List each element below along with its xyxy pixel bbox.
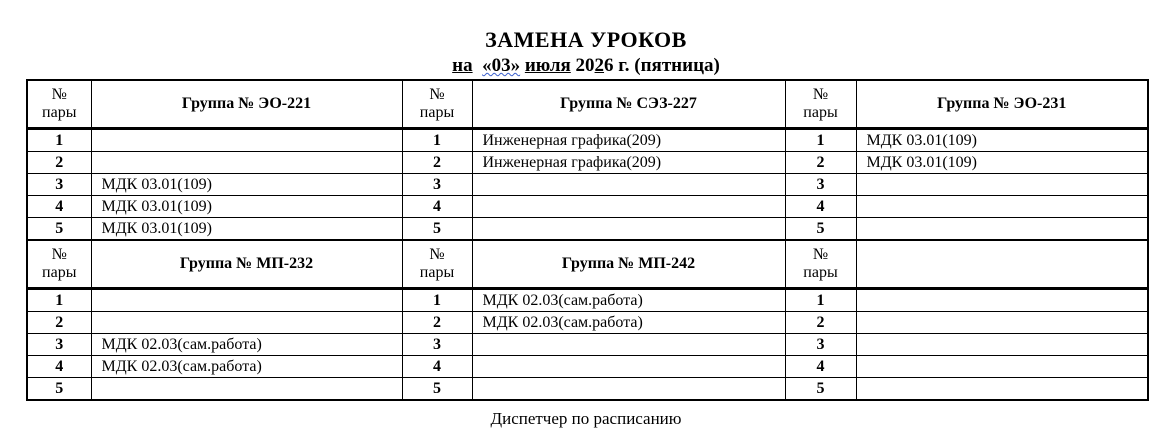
pair-word: пары [42, 264, 77, 281]
subject-cell: МДК 02.03(сам.работа) [91, 356, 402, 378]
subject-cell [472, 174, 785, 196]
pair-number: 1 [27, 129, 91, 152]
pair-number: 2 [402, 152, 472, 174]
subject-cell [91, 378, 402, 401]
subject-cell [856, 312, 1148, 334]
pair-number-sign: № [429, 246, 445, 263]
pair-word: пары [419, 264, 455, 281]
group-name: Группа № ЭО-231 [856, 80, 1148, 129]
pair-number: 4 [27, 356, 91, 378]
pair-number-sign: № [51, 86, 67, 103]
pair-word: пары [803, 104, 838, 121]
pair-number: 1 [27, 289, 91, 312]
date-prefix: на [452, 55, 473, 76]
table-row [27, 129, 1148, 152]
subject-cell [472, 218, 785, 241]
document-title: ЗАМЕНА УРОКОВ [485, 27, 687, 52]
group-name: Группа № ЭО-221 [91, 80, 402, 129]
table-row [27, 334, 1148, 356]
subject-cell: МДК 03.01(109) [91, 196, 402, 218]
table-row [27, 218, 1148, 241]
subject-cell [91, 129, 402, 152]
pair-number: 5 [402, 378, 472, 401]
subject-cell [91, 289, 402, 312]
table-row [27, 312, 1148, 334]
pair-number: 4 [402, 196, 472, 218]
pair-word: пары [42, 104, 77, 121]
date-year-part1: 20 [575, 55, 595, 76]
subject-cell [91, 152, 402, 174]
subject-cell: МДК 03.01(109) [91, 218, 402, 241]
subject-cell: МДК 03.01(109) [856, 129, 1148, 152]
pair-number-header [402, 240, 472, 289]
subject-cell: Инженерная графика(209) [472, 129, 785, 152]
pair-number: 5 [785, 218, 856, 241]
substitution-table [26, 79, 1149, 401]
pair-number: 5 [27, 218, 91, 241]
pair-number: 4 [785, 196, 856, 218]
subject-cell [856, 174, 1148, 196]
subject-cell [472, 378, 785, 401]
group-header-row [27, 240, 1148, 289]
table-row [27, 152, 1148, 174]
subject-cell [856, 289, 1148, 312]
table-row [27, 174, 1148, 196]
pair-number-sign: № [812, 246, 829, 263]
pair-number: 1 [402, 129, 472, 152]
group-header-row [27, 80, 1148, 129]
subject-cell: МДК 02.03(сам.работа) [472, 312, 785, 334]
pair-number: 5 [785, 378, 856, 401]
pair-number: 5 [402, 218, 472, 241]
pair-number: 2 [402, 312, 472, 334]
pair-number: 1 [785, 129, 856, 152]
pair-number: 2 [785, 152, 856, 174]
pair-word: пары [803, 264, 838, 281]
pair-number: 3 [402, 334, 472, 356]
pair-number: 4 [27, 196, 91, 218]
pair-number: 2 [27, 152, 91, 174]
date-year-part3: 6 [604, 55, 614, 76]
subject-cell [856, 196, 1148, 218]
pair-number: 2 [785, 312, 856, 334]
date-day: «03» [482, 55, 521, 76]
footer-dispatcher: Диспетчер по расписанию [490, 409, 682, 428]
date-year-part2: 2 [594, 55, 605, 76]
group-name: Группа № СЭЗ-227 [472, 80, 785, 129]
date-weekday: г. (пятница) [618, 55, 720, 76]
subject-cell [856, 218, 1148, 241]
date-month: июля [524, 55, 571, 76]
pair-number-header [785, 80, 856, 129]
pair-number: 4 [785, 356, 856, 378]
pair-number: 3 [27, 174, 91, 196]
subject-cell [856, 378, 1148, 401]
pair-number: 4 [402, 356, 472, 378]
subject-cell: МДК 03.01(109) [91, 174, 402, 196]
group-name [856, 240, 1148, 289]
subject-cell [856, 356, 1148, 378]
subject-cell: Инженерная графика(209) [472, 152, 785, 174]
group-name: Группа № МП-242 [472, 240, 785, 289]
subject-cell [472, 356, 785, 378]
pair-number-header [402, 80, 472, 129]
pair-number-sign: № [51, 246, 67, 263]
pair-number-header [27, 80, 91, 129]
subject-cell: МДК 02.03(сам.работа) [91, 334, 402, 356]
group-name: Группа № МП-232 [91, 240, 402, 289]
pair-number: 3 [402, 174, 472, 196]
table-row [27, 378, 1148, 401]
subject-cell: МДК 03.01(109) [856, 152, 1148, 174]
pair-number: 3 [785, 334, 856, 356]
table-row [27, 196, 1148, 218]
subject-cell [856, 334, 1148, 356]
pair-number-header [27, 240, 91, 289]
pair-word: пары [419, 104, 455, 121]
subject-cell: МДК 02.03(сам.работа) [472, 289, 785, 312]
date-line [0, 54, 1172, 78]
subject-cell [472, 334, 785, 356]
pair-number-sign: № [429, 86, 445, 103]
pair-number-header [785, 240, 856, 289]
pair-number: 2 [27, 312, 91, 334]
pair-number: 5 [27, 378, 91, 401]
subject-cell [472, 196, 785, 218]
pair-number: 3 [785, 174, 856, 196]
pair-number: 3 [27, 334, 91, 356]
pair-number: 1 [785, 289, 856, 312]
pair-number-sign: № [812, 86, 829, 103]
table-row [27, 289, 1148, 312]
pair-number: 1 [402, 289, 472, 312]
table-row [27, 356, 1148, 378]
subject-cell [91, 312, 402, 334]
